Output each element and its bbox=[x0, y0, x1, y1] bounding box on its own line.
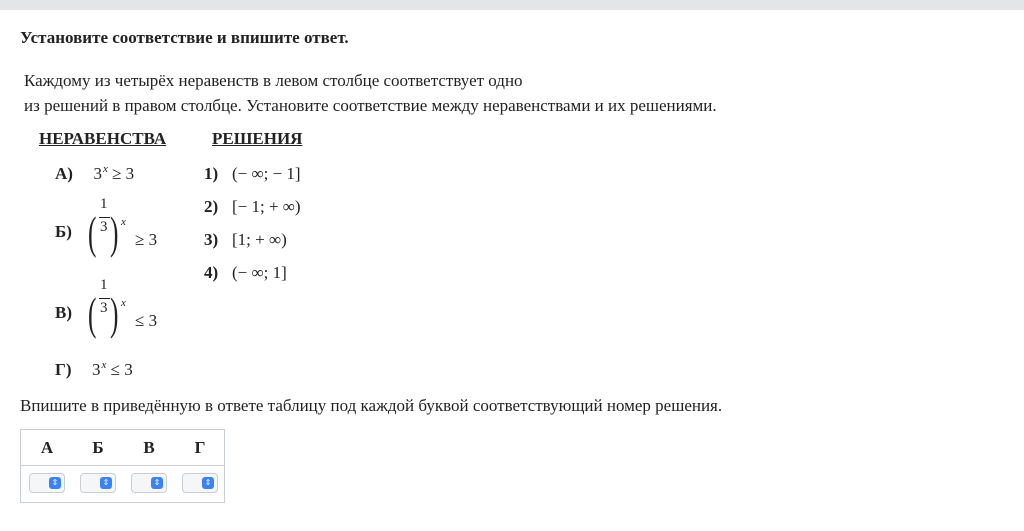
answer-header-b: Б bbox=[92, 438, 104, 457]
answer-header-g: Г bbox=[194, 438, 206, 457]
solution-text: (− ∞; − 1] bbox=[232, 164, 301, 183]
updown-chevron-icon: ⇕ bbox=[151, 477, 163, 489]
solution-label: 2) bbox=[204, 197, 219, 216]
solutions-header: РЕШЕНИЯ bbox=[212, 129, 303, 148]
inequality-base: 3 bbox=[93, 164, 102, 183]
answer-header-v: В bbox=[143, 438, 155, 457]
answer-table bbox=[20, 429, 225, 503]
solution-text: [1; + ∞) bbox=[232, 230, 287, 249]
right-paren: ) bbox=[110, 207, 119, 258]
solution-text: [− 1; + ∞) bbox=[232, 197, 301, 216]
inequality-label: Г) bbox=[55, 360, 72, 379]
inequalities-header: НЕРАВЕНСТВА bbox=[39, 129, 167, 148]
fraction-numerator: 1 bbox=[100, 196, 108, 212]
fraction-bar bbox=[99, 298, 110, 299]
updown-chevron-icon: ⇕ bbox=[49, 477, 61, 489]
inequality-a bbox=[55, 164, 134, 184]
top-bar bbox=[0, 0, 1024, 10]
answer-table-header bbox=[21, 430, 224, 466]
inequality-label: А) bbox=[55, 164, 73, 183]
inequality-exponent: x bbox=[101, 359, 107, 371]
answer-header-a: А bbox=[40, 438, 54, 457]
right-paren: ) bbox=[110, 288, 119, 339]
solution-2 bbox=[204, 197, 301, 217]
solution-4 bbox=[204, 263, 287, 283]
answer-select-v[interactable] bbox=[131, 473, 167, 493]
intro-line-1: Каждому из четырёх неравенств в левом столбце соответствует одно bbox=[24, 71, 523, 90]
answer-select-g[interactable] bbox=[182, 473, 218, 493]
task-intro bbox=[24, 68, 717, 118]
solution-label: 4) bbox=[204, 263, 219, 282]
inequality-v bbox=[88, 277, 168, 347]
left-paren: ( bbox=[88, 288, 97, 339]
answer-select-b[interactable] bbox=[80, 473, 116, 493]
inequality-relation: ≥ 3 bbox=[135, 230, 158, 249]
updown-chevron-icon: ⇕ bbox=[202, 477, 214, 489]
solution-3 bbox=[204, 230, 287, 250]
inequality-relation: ≤ 3 bbox=[135, 311, 158, 330]
left-paren: ( bbox=[88, 207, 97, 258]
answer-select-a[interactable] bbox=[29, 473, 65, 493]
inequality-v-label: В) bbox=[55, 303, 72, 322]
solution-label: 3) bbox=[204, 230, 219, 249]
fraction-bar bbox=[99, 217, 110, 218]
inequality-exponent: x bbox=[121, 297, 126, 309]
inequality-b-label: Б) bbox=[55, 222, 72, 241]
inequality-exponent: x bbox=[121, 216, 126, 228]
inequality-base: 3 bbox=[91, 360, 101, 379]
task-title: Установите соответствие и впишите ответ. bbox=[20, 28, 349, 47]
fraction-numerator: 1 bbox=[100, 277, 108, 293]
inequality-g bbox=[55, 360, 133, 380]
inequality-relation: ≥ 3 bbox=[112, 164, 135, 183]
inequality-b bbox=[88, 196, 168, 266]
fraction-denominator: 3 bbox=[100, 219, 108, 235]
updown-chevron-icon: ⇕ bbox=[100, 477, 112, 489]
inequality-exponent: x bbox=[102, 163, 108, 175]
solution-1 bbox=[204, 164, 301, 184]
fraction-denominator: 3 bbox=[100, 300, 108, 316]
inequality-relation: ≤ 3 bbox=[110, 360, 133, 379]
intro-line-2: из решений в правом столбце. Установите соответствие между неравенствами и их решениями. bbox=[24, 96, 717, 115]
answer-instruction: Впишите в приведённую в ответе таблицу под каждой буквой соответствующий номер решения. bbox=[20, 396, 723, 415]
solution-text: (− ∞; 1] bbox=[232, 263, 287, 282]
solution-label: 1) bbox=[204, 164, 219, 183]
